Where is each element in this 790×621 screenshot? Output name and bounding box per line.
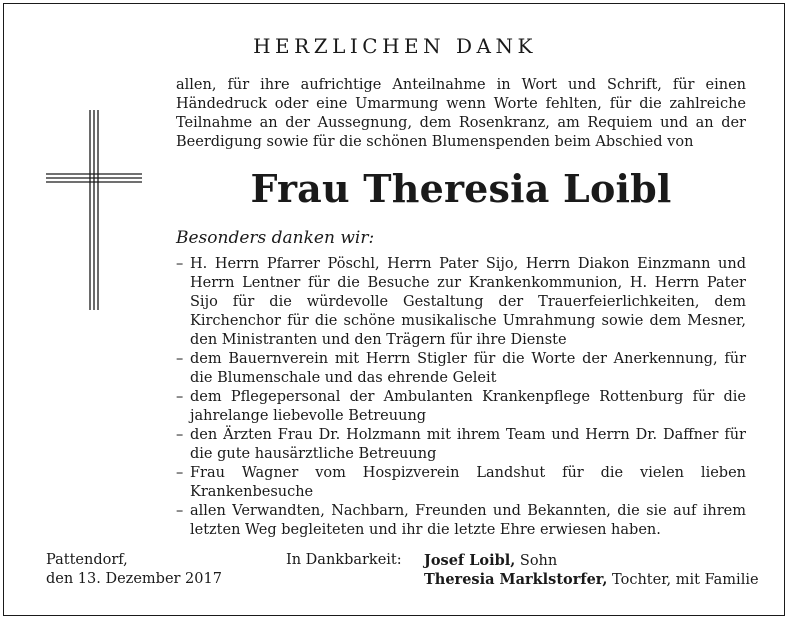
deceased-name: Frau Theresia Loibl xyxy=(250,166,672,211)
thanks-heading: Besonders danken wir: xyxy=(176,228,375,248)
list-item xyxy=(176,502,746,540)
place: Pattendorf, xyxy=(46,552,128,568)
dash-bullet: – xyxy=(176,256,184,272)
list-item-text: dem Bauernverein mit Herrn Stigler für die Worte der Anerkennung, für die Blumenschale und das ehrende Geleit xyxy=(190,351,746,386)
notice-title: HERZLICHEN DANK xyxy=(253,34,537,58)
dash-bullet: – xyxy=(176,427,184,443)
cross-icon xyxy=(46,110,142,310)
list-item-text: allen Verwandten, Nachbarn, Freunden und Bekannten, die sie auf ihrem letzten Weg begleiteten und ihr die letzte Ehre erwiesen haben. xyxy=(190,503,746,538)
list-item-text: H. Herrn Pfarrer Pöschl, Herrn Pater Sijo, Herrn Diakon Einzmann und Herrn Lentner für die Besuche zur Krankenkommunion, H. Herrn Pater Sijo für die würdevolle Gestaltung der Trauerfeierlichkeiten, dem Kirchenchor für die schöne musikalische Umrahmung sowie dem Mesner, den Ministranten und den Trägern für ihre Dienste xyxy=(190,256,746,348)
signatory-relation: Sohn xyxy=(515,553,558,569)
signatory-name: Josef Loibl, xyxy=(424,552,516,569)
signatory-1 xyxy=(424,551,557,571)
thanks-list xyxy=(176,255,746,540)
dash-bullet: – xyxy=(176,351,184,367)
list-item xyxy=(176,388,746,426)
dash-bullet: – xyxy=(176,389,184,405)
signatory-name: Theresia Marklstorfer, xyxy=(424,571,608,588)
list-item xyxy=(176,350,746,388)
list-item xyxy=(176,255,746,350)
intro-text: allen, für ihre aufrichtige Anteilnahme in Wort und Schrift, für einen Händedruck oder eine Umarmung wenn Worte fehlten, für die zahlreiche Teilnahme an der Aussegnung, dem Rosenkranz, am Requiem und an der Beerdigung sowie für die schönen Blumenspenden beim Abschied von xyxy=(176,77,746,150)
dash-bullet: – xyxy=(176,503,184,519)
list-item xyxy=(176,426,746,464)
list-item-text: dem Pflegepersonal der Ambulanten Krankenpflege Rottenburg für die jahrelange liebevolle Betreuung xyxy=(190,389,746,424)
thankful-label: In Dankbarkeit: xyxy=(286,552,402,568)
list-item xyxy=(176,464,746,502)
list-item-text: den Ärzten Frau Dr. Holzmann mit ihrem Team und Herrn Dr. Daffner für die gute hausärztliche Betreuung xyxy=(190,427,746,462)
date: den 13. Dezember 2017 xyxy=(46,571,222,587)
signatory-relation: Tochter, mit Familie xyxy=(607,572,759,588)
dash-bullet: – xyxy=(176,465,184,481)
list-item-text: Frau Wagner vom Hospizverein Landshut für die vielen lieben Krankenbesuche xyxy=(190,465,746,500)
signatory-2 xyxy=(424,570,759,590)
